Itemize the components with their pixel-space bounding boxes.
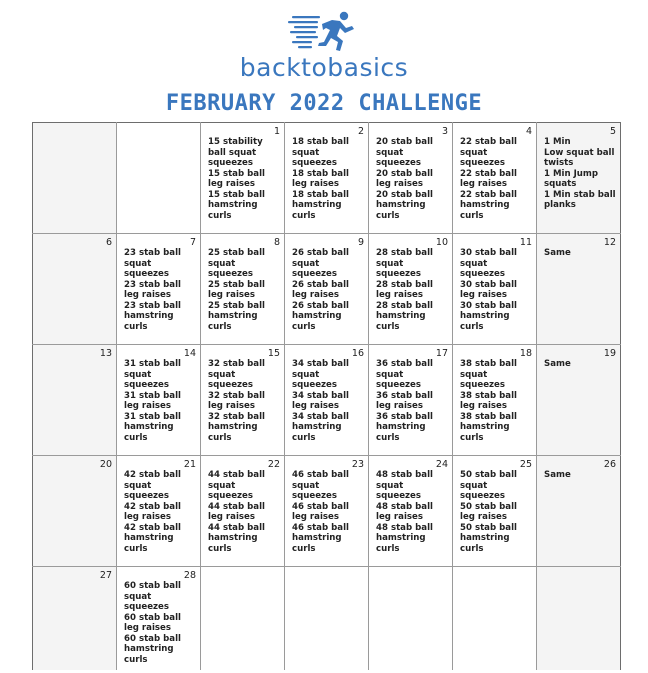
day-number: 11 <box>519 237 532 248</box>
calendar-day-cell <box>453 345 537 456</box>
calendar-day-cell <box>33 234 117 345</box>
calendar-day-cell <box>453 234 537 345</box>
calendar-day-cell <box>537 123 621 234</box>
calendar-day-cell <box>369 456 453 567</box>
day-workout: 38 stab ball squat squeezes 38 stab ball leg raises 38 stab ball hamstring curls <box>460 359 517 443</box>
day-number: 24 <box>435 459 448 470</box>
day-number: 13 <box>99 348 112 359</box>
day-workout: Same <box>544 470 571 480</box>
day-workout: 18 stab ball squat squeezes 18 stab ball leg raises 18 stab ball hamstring curls <box>292 137 349 221</box>
calendar-day-cell <box>369 234 453 345</box>
calendar-day-cell <box>453 567 537 671</box>
day-number: 20 <box>99 459 112 470</box>
day-number: 8 <box>273 237 280 248</box>
day-workout: 23 stab ball squat squeezes 23 stab ball leg raises 23 stab ball hamstring curls <box>124 248 181 332</box>
calendar-day-cell <box>285 456 369 567</box>
calendar-day-cell <box>453 123 537 234</box>
calendar-week <box>33 123 621 234</box>
day-workout: 31 stab ball squat squeezes 31 stab ball leg raises 31 stab ball hamstring curls <box>124 359 181 443</box>
calendar-day-cell <box>285 123 369 234</box>
calendar-week <box>33 456 621 567</box>
day-workout: 15 stability ball squat squeezes 15 stab ball leg raises 15 stab ball hamstring curls <box>208 137 265 221</box>
day-number: 17 <box>435 348 448 359</box>
day-workout: Same <box>544 359 571 369</box>
day-workout: 48 stab ball squat squeezes 48 stab ball leg raises 48 stab ball hamstring curls <box>376 470 433 554</box>
day-number: 19 <box>603 348 616 359</box>
calendar-day-cell <box>201 567 285 671</box>
calendar-day-cell <box>201 123 285 234</box>
day-number: 12 <box>603 237 616 248</box>
day-workout: 34 stab ball squat squeezes 34 stab ball leg raises 34 stab ball hamstring curls <box>292 359 349 443</box>
day-number: 27 <box>99 570 112 581</box>
calendar-day-cell <box>285 234 369 345</box>
day-number: 28 <box>183 570 196 581</box>
calendar-day-cell <box>369 567 453 671</box>
day-number: 3 <box>441 126 448 137</box>
day-number: 1 <box>273 126 280 137</box>
day-workout: 25 stab ball squat squeezes 25 stab ball leg raises 25 stab ball hamstring curls <box>208 248 265 332</box>
day-number: 21 <box>183 459 196 470</box>
calendar-day-cell <box>117 567 201 671</box>
day-number: 14 <box>183 348 196 359</box>
calendar-grid <box>32 122 621 670</box>
day-number: 25 <box>519 459 532 470</box>
day-number: 9 <box>357 237 364 248</box>
calendar-day-cell <box>537 567 621 671</box>
calendar-day-cell <box>369 345 453 456</box>
day-number: 15 <box>267 348 280 359</box>
calendar-day-cell <box>537 234 621 345</box>
day-workout: 50 stab ball squat squeezes 50 stab ball leg raises 50 stab ball hamstring curls <box>460 470 517 554</box>
day-number: 6 <box>105 237 112 248</box>
calendar-day-cell <box>201 456 285 567</box>
calendar-day-cell <box>33 456 117 567</box>
day-workout: 46 stab ball squat squeezes 46 stab ball leg raises 46 stab ball hamstring curls <box>292 470 349 554</box>
calendar-day-cell <box>33 345 117 456</box>
calendar-day-cell <box>369 123 453 234</box>
day-number: 26 <box>603 459 616 470</box>
day-workout: 1 Min Low squat ball twists 1 Min Jump squats 1 Min stab ball planks <box>544 137 616 210</box>
day-workout: 36 stab ball squat squeezes 36 stab ball leg raises 36 stab ball hamstring curls <box>376 359 433 443</box>
calendar-day-cell <box>285 567 369 671</box>
day-number: 16 <box>351 348 364 359</box>
calendar-day-cell <box>537 456 621 567</box>
day-workout: 42 stab ball squat squeezes 42 stab ball leg raises 42 stab ball hamstring curls <box>124 470 181 554</box>
calendar-day-cell <box>117 456 201 567</box>
calendar-week <box>33 345 621 456</box>
day-workout: 26 stab ball squat squeezes 26 stab ball leg raises 26 stab ball hamstring curls <box>292 248 349 332</box>
calendar-week <box>33 567 621 671</box>
day-number: 7 <box>189 237 196 248</box>
day-number: 23 <box>351 459 364 470</box>
day-workout: Same <box>544 248 571 258</box>
logo <box>0 0 648 90</box>
day-workout: 28 stab ball squat squeezes 28 stab ball leg raises 28 stab ball hamstring curls <box>376 248 433 332</box>
brand-name: backtobasics <box>239 53 409 82</box>
calendar-day-cell <box>537 345 621 456</box>
calendar-day-cell <box>201 234 285 345</box>
running-man-icon <box>288 10 360 56</box>
calendar-week <box>33 234 621 345</box>
day-workout: 22 stab ball squat squeezes 22 stab ball leg raises 22 stab ball hamstring curls <box>460 137 517 221</box>
calendar-day-cell <box>33 123 117 234</box>
calendar-day-cell <box>117 234 201 345</box>
day-number: 2 <box>357 126 364 137</box>
day-workout: 30 stab ball squat squeezes 30 stab ball leg raises 30 stab ball hamstring curls <box>460 248 517 332</box>
day-number: 10 <box>435 237 448 248</box>
day-workout: 32 stab ball squat squeezes 32 stab ball leg raises 32 stab ball hamstring curls <box>208 359 265 443</box>
calendar-day-cell <box>117 123 201 234</box>
day-workout: 60 stab ball squat squeezes 60 stab ball leg raises 60 stab ball hamstring curls <box>124 581 181 665</box>
day-workout: 44 stab ball squat squeezes 44 stab ball leg raises 44 stab ball hamstring curls <box>208 470 265 554</box>
day-number: 4 <box>525 126 532 137</box>
calendar-day-cell <box>285 345 369 456</box>
calendar-day-cell <box>117 345 201 456</box>
calendar-day-cell <box>33 567 117 671</box>
page-title: FEBRUARY 2022 CHALLENGE <box>165 91 483 116</box>
day-number: 22 <box>267 459 280 470</box>
day-number: 18 <box>519 348 532 359</box>
day-number: 5 <box>609 126 616 137</box>
day-workout: 20 stab ball squat squeezes 20 stab ball leg raises 20 stab ball hamstring curls <box>376 137 433 221</box>
calendar-day-cell <box>453 456 537 567</box>
calendar-day-cell <box>201 345 285 456</box>
